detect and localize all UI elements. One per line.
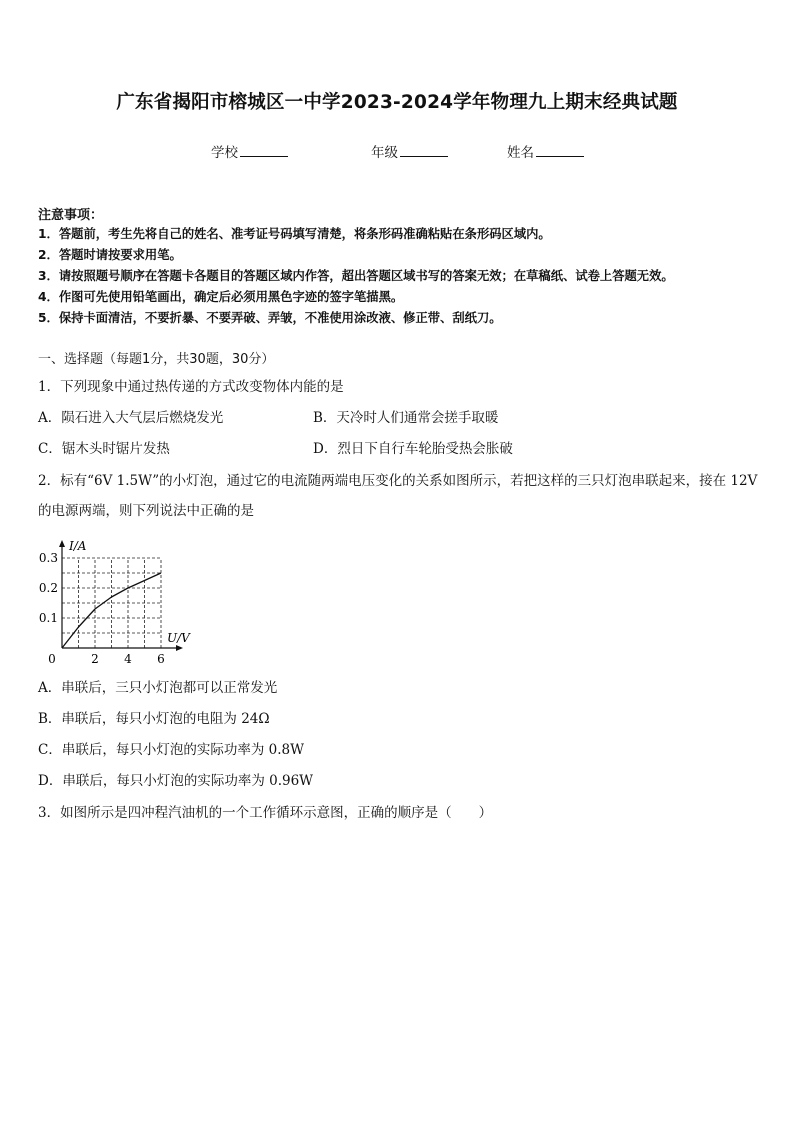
iu-graph — [30, 528, 200, 663]
question-1-stem: 1．下列现象中通过热传递的方式改变物体内能的是 — [38, 379, 344, 395]
note-item: 3．请按照题号顺序在答题卡各题目的答题区域内作答，超出答题区域书写的答案无效；在草稿纸、试卷上答题无效。 — [38, 269, 674, 283]
q2-option-b: B．串联后，每只小灯泡的电阻为 24Ω — [38, 711, 270, 727]
school-blank[interactable] — [240, 144, 288, 157]
x-tick-label: 6 — [157, 652, 165, 663]
q1-option-a: A．陨石进入大气层后燃烧发光 — [38, 410, 224, 426]
grade-blank[interactable] — [400, 144, 448, 157]
school-field — [211, 141, 288, 161]
y-tick-label: 0.1 — [38, 611, 58, 625]
q1-option-d: D．烈日下自行车轮胎受热会胀破 — [313, 441, 513, 457]
name-label: 姓名 — [507, 145, 534, 161]
notes-heading: 注意事项： — [38, 208, 104, 223]
note-item: 4．作图可先使用铅笔画出，确定后必须用黑色字迹的签字笔描黑。 — [38, 290, 404, 304]
q1-option-c: C．锯木头时锯片发热 — [38, 441, 170, 457]
q2-option-a: A．串联后，三只小灯泡都可以正常发光 — [38, 680, 278, 696]
q2-option-d: D．串联后，每只小灯泡的实际功率为 0.96W — [38, 773, 314, 789]
x-axis-arrow — [176, 645, 183, 651]
note-item: 2．答题时请按要求用笔。 — [38, 248, 182, 262]
note-item: 5．保持卡面清洁，不要折暴、不要弄破、弄皱，不准使用涂改液、修正带、刮纸刀。 — [38, 311, 502, 325]
y-axis-label: I/A — [69, 539, 87, 553]
q2-option-c: C．串联后，每只小灯泡的实际功率为 0.8W — [38, 742, 304, 758]
exam-title: 广东省揭阳市榕城区一中学2023-2024学年物理九上期末经典试题 — [116, 92, 678, 113]
y-tick-label: 0.2 — [38, 581, 58, 595]
name-blank[interactable] — [536, 144, 584, 157]
question-2-stem-line1: 2．标有“6V 1.5W”的小灯泡，通过它的电流随两端电压变化的关系如图所示，若把这样的三只灯泡串联起来，接在 12V — [38, 473, 758, 489]
origin-label: 0 — [48, 652, 56, 663]
x-axis-label: U/V — [167, 631, 190, 645]
section-heading: 一、选择题（每题1分，共30题，30分） — [38, 352, 275, 367]
q1-option-b: B．天冷时人们通常会搓手取暖 — [313, 410, 499, 426]
note-item: 1．答题前，考生先将自己的姓名、准考证号码填写清楚，将条形码准确粘贴在条形码区域内。 — [38, 227, 551, 241]
y-axis-arrow — [59, 540, 65, 547]
grade-field — [371, 141, 448, 161]
question-2-stem-line2: 的电源两端，则下列说法中正确的是 — [38, 503, 254, 519]
question-3-stem: 3．如图所示是四冲程汽油机的一个工作循环示意图，正确的顺序是（ ） — [38, 805, 493, 821]
grade-label: 年级 — [371, 145, 398, 161]
name-field — [507, 141, 584, 161]
y-tick-label: 0.3 — [38, 551, 58, 565]
school-label: 学校 — [211, 145, 238, 161]
x-tick-label: 4 — [124, 652, 132, 663]
x-tick-label: 2 — [91, 652, 99, 663]
